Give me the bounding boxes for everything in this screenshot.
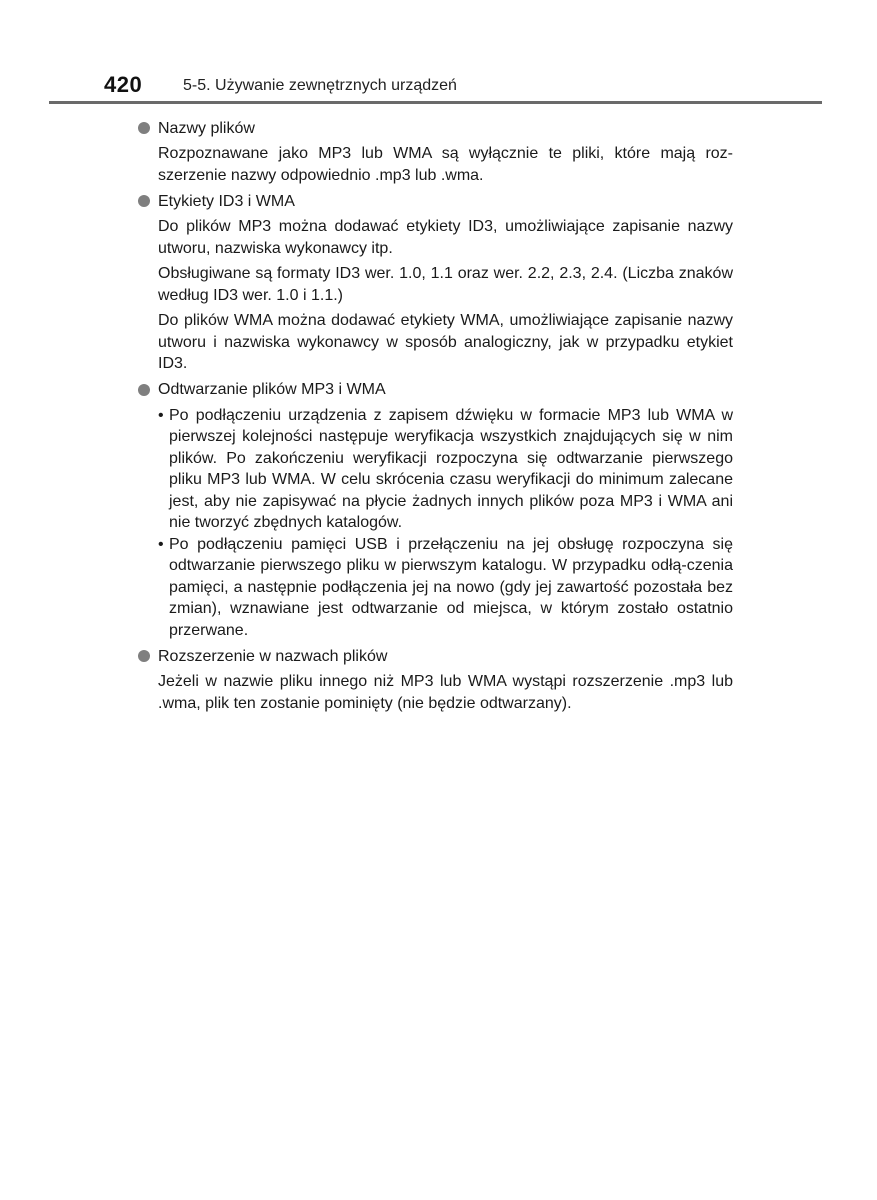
paragraph: Do plików MP3 można dodawać etykiety ID3, umożliwiające zapisanie nazwy utworu, nazwiska wykonawcy itp. bbox=[158, 218, 733, 257]
list-item-text: Po podłączeniu urządzenia z zapisem dźwięku w formacie MP3 lub WMA w pierwszej kolejności następuje weryfikacja wszystkich znajdujących się w nim plików. Po zakończeniu weryfikacji rozpoczyna się odtwarzanie pierwszego pliku MP3 lub WMA. W celu skrócenia czasu weryfikacji do minimum zalecane jest, aby nie zapisywać na płycie żadnych innych plików poza MP3 i WMA ani nie tworzyć zbędnych katalogów. bbox=[169, 406, 733, 531]
section-heading bbox=[138, 117, 733, 139]
bullet-dot-icon bbox=[138, 650, 150, 662]
page-header bbox=[0, 70, 877, 106]
bullet-list bbox=[158, 405, 733, 642]
bullet-dot-icon bbox=[138, 384, 150, 396]
section-heading bbox=[138, 645, 733, 667]
list-item: • Po podłączeniu urządzenia z zapisem dźwięku w formacie MP3 lub WMA w pierwszej kolejności następuje weryfikacja wszystkich znajdujących się w nim plików. Po zakończeniu weryfikacji rozpoczyna się odtwarzanie pierwszego pliku MP3 lub WMA. W celu skrócenia czasu weryfikacji do minimum zalecane jest, aby nie zapisywać na płycie żadnych innych plików poza MP3 i WMA ani nie tworzyć zbędnych katalogów. bbox=[158, 406, 733, 531]
page-number: 420 bbox=[104, 72, 143, 97]
page-content bbox=[138, 117, 733, 714]
section-heading-text: Nazwy plików bbox=[158, 119, 255, 137]
bullet-dot-icon bbox=[138, 195, 150, 207]
section-heading-text: Etykiety ID3 i WMA bbox=[158, 192, 295, 210]
paragraph: Rozpoznawane jako MP3 lub WMA są wyłącznie te pliki, które mają roz-szerzenie nazwy odpowiednio .mp3 lub .wma. bbox=[158, 145, 733, 184]
section-playback bbox=[138, 379, 733, 642]
paragraph: Obsługiwane są formaty ID3 wer. 1.0, 1.1 oraz wer. 2.2, 2.3, 2.4. (Liczba znaków według ID3 wer. 1.0 i 1.1.) bbox=[158, 265, 733, 304]
section-file-names bbox=[138, 117, 733, 186]
header-rule bbox=[49, 101, 822, 104]
section-heading bbox=[138, 190, 733, 212]
list-item-text: Po podłączeniu pamięci USB i przełączeniu na jej obsługę rozpoczyna się odtwarzanie pierwszego pliku w pierwszym katalogu. W przypadku odłą-czenia pamięci, a następnie podłączenia jej na nowo (gdy jej zawartość pozostała bez zmian), wznawiane jest odtwarzanie od miejsca, w którym zostało ostatnio przerwane. bbox=[169, 535, 733, 639]
paragraph: Jeżeli w nazwie pliku innego niż MP3 lub WMA wystąpi rozszerzenie .mp3 lub .wma, plik ten zostanie pominięty (nie będzie odtwarzany). bbox=[158, 673, 733, 712]
section-file-extensions bbox=[138, 645, 733, 714]
paragraph: Do plików WMA można dodawać etykiety WMA, umożliwiające zapisanie nazwy utworu i nazwiska wykonawcy w sposób analogiczny, jak w przypadku etykiet ID3. bbox=[158, 312, 733, 372]
section-heading bbox=[138, 379, 733, 401]
section-heading-text: Odtwarzanie plików MP3 i WMA bbox=[158, 381, 386, 398]
bullet-dot-icon bbox=[138, 122, 150, 134]
list-item: • Po podłączeniu pamięci USB i przełączeniu na jej obsługę rozpoczyna się odtwarzanie pierwszego pliku w pierwszym katalogu. W przypadku odłą-czenia pamięci, a następnie podłączenia jej na nowo (gdy jej zawartość pozostała bez zmian), wznawiane jest odtwarzanie od miejsca, w którym zostało ostatnio przerwane. bbox=[158, 535, 733, 639]
section-heading-text: Rozszerzenie w nazwach plików bbox=[158, 647, 388, 665]
section-id3-wma-tags bbox=[138, 190, 733, 375]
section-title: 5-5. Używanie zewnętrznych urządzeń bbox=[183, 77, 457, 94]
